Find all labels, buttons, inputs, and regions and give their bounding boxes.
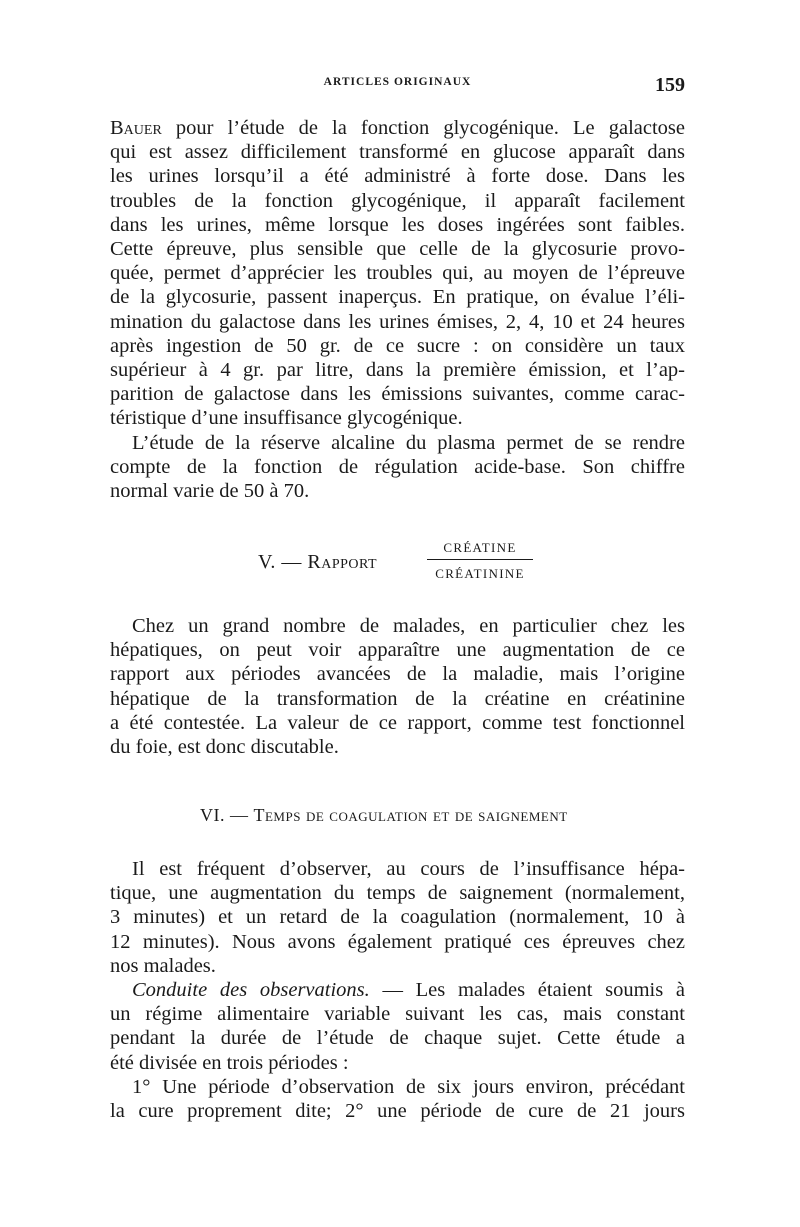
text-line: les urines lorsqu’il a été administré à forte dose. Dans les	[110, 165, 685, 188]
running-title: ARTICLES ORIGINAUX	[323, 76, 472, 88]
text-line: Il est fréquent d’observer, au cours de l’insuffisance hépa-	[132, 858, 685, 880]
paragraph-periodes	[110, 1075, 685, 1123]
text-line: Chez un grand nombre de malades, en particulier chez les	[132, 615, 685, 637]
text-line: Cette épreuve, plus sensible que celle de la glycosurie provo-	[110, 238, 685, 261]
text-line: du foie, est donc discutable.	[110, 736, 339, 759]
page-number: 159	[655, 74, 685, 96]
paragraph-conduite	[110, 978, 685, 1075]
section-heading-vi	[200, 805, 660, 826]
text-line: hépatiques, on peut voir apparaître une augmentation de ce	[110, 639, 685, 662]
text-line: — Les malades étaient soumis à	[369, 979, 686, 1001]
text-line: pour l’étude de la fonction glycogénique. Le galactose	[161, 117, 685, 139]
text-line: été divisée en trois périodes :	[110, 1051, 349, 1074]
text-line: quée, permet d’apprécier les troubles qui, au moyen de l’épreuve	[110, 262, 685, 285]
section-number: V. —	[258, 551, 302, 573]
text-line: parition de galactose dans les émissions suivantes, comme carac-	[110, 383, 685, 406]
text-line: pendant la durée de l’étude de chaque sujet. Cette étude a	[110, 1027, 685, 1050]
text-line: supérieur à 4 gr. par litre, dans la première émission, et l’ap-	[110, 359, 685, 382]
text-line: de la glycosurie, passent inaperçus. En pratique, on évalue l’éli-	[110, 286, 685, 309]
ratio-fraction	[427, 540, 533, 582]
text-line: compte de la fonction de régulation acide-base. Son chiffre	[110, 456, 685, 479]
paragraph-coagulation	[110, 857, 685, 978]
text-line: L’étude de la réserve alcaline du plasma permet de se rendre	[132, 432, 685, 454]
italic-heading: Conduite des observations.	[132, 979, 370, 1001]
text-line: troubles de la fonction glycogénique, il apparaît facilement	[110, 189, 685, 212]
text-line: hépatique de la transformation de la créatine en créatinine	[110, 687, 685, 710]
text-line: tique, une augmentation du temps de saignement (normalement,	[110, 882, 685, 905]
section-title: Temps de coagulation et de saignement	[253, 805, 568, 825]
text-line: un régime alimentaire variable suivant les cas, mais constant	[110, 1003, 685, 1026]
text-line: 3 minutes) et un retard de la coagulation (normalement, 10 à	[110, 906, 685, 929]
text-line: la cure proprement dite; 2° une période de cure de 21 jours	[110, 1100, 685, 1123]
section-heading-v	[258, 551, 428, 574]
text-line: après ingestion de 50 gr. de ce sucre : on considère un taux	[110, 334, 685, 357]
text-line: nos malades.	[110, 954, 216, 977]
text-line: a été contestée. La valeur de ce rapport, comme test fonctionnel	[110, 711, 685, 734]
text-line: qui est assez difficilement transformé en glucose apparaît dans	[110, 141, 685, 164]
paragraph-reserve-alcaline	[110, 431, 685, 504]
section-title: Rapport	[307, 551, 378, 573]
paragraph-galactose	[110, 116, 685, 431]
text-line: téristique d’une insuffisance glycogénique.	[110, 407, 463, 430]
author-name: Bauer	[110, 117, 162, 139]
fraction-numerator: CRÉATINE	[427, 540, 533, 560]
text-line: rapport aux périodes avancées de la maladie, mais l’origine	[110, 663, 685, 686]
running-header	[110, 74, 685, 98]
text-line: 1° Une période d’observation de six jours environ, précédant	[132, 1076, 685, 1098]
text-line: normal varie de 50 à 70.	[110, 480, 310, 503]
section-number: VI. —	[200, 805, 249, 825]
text-line: mination du galactose dans les urines émises, 2, 4, 10 et 24 heures	[110, 310, 685, 333]
text-line: dans les urines, même lorsque les doses ingérées sont faibles.	[110, 213, 685, 236]
fraction-denominator: CRÉATININE	[435, 566, 525, 581]
paragraph-creatine	[110, 614, 685, 759]
text-line: 12 minutes). Nous avons également pratiqué ces épreuves chez	[110, 930, 685, 953]
